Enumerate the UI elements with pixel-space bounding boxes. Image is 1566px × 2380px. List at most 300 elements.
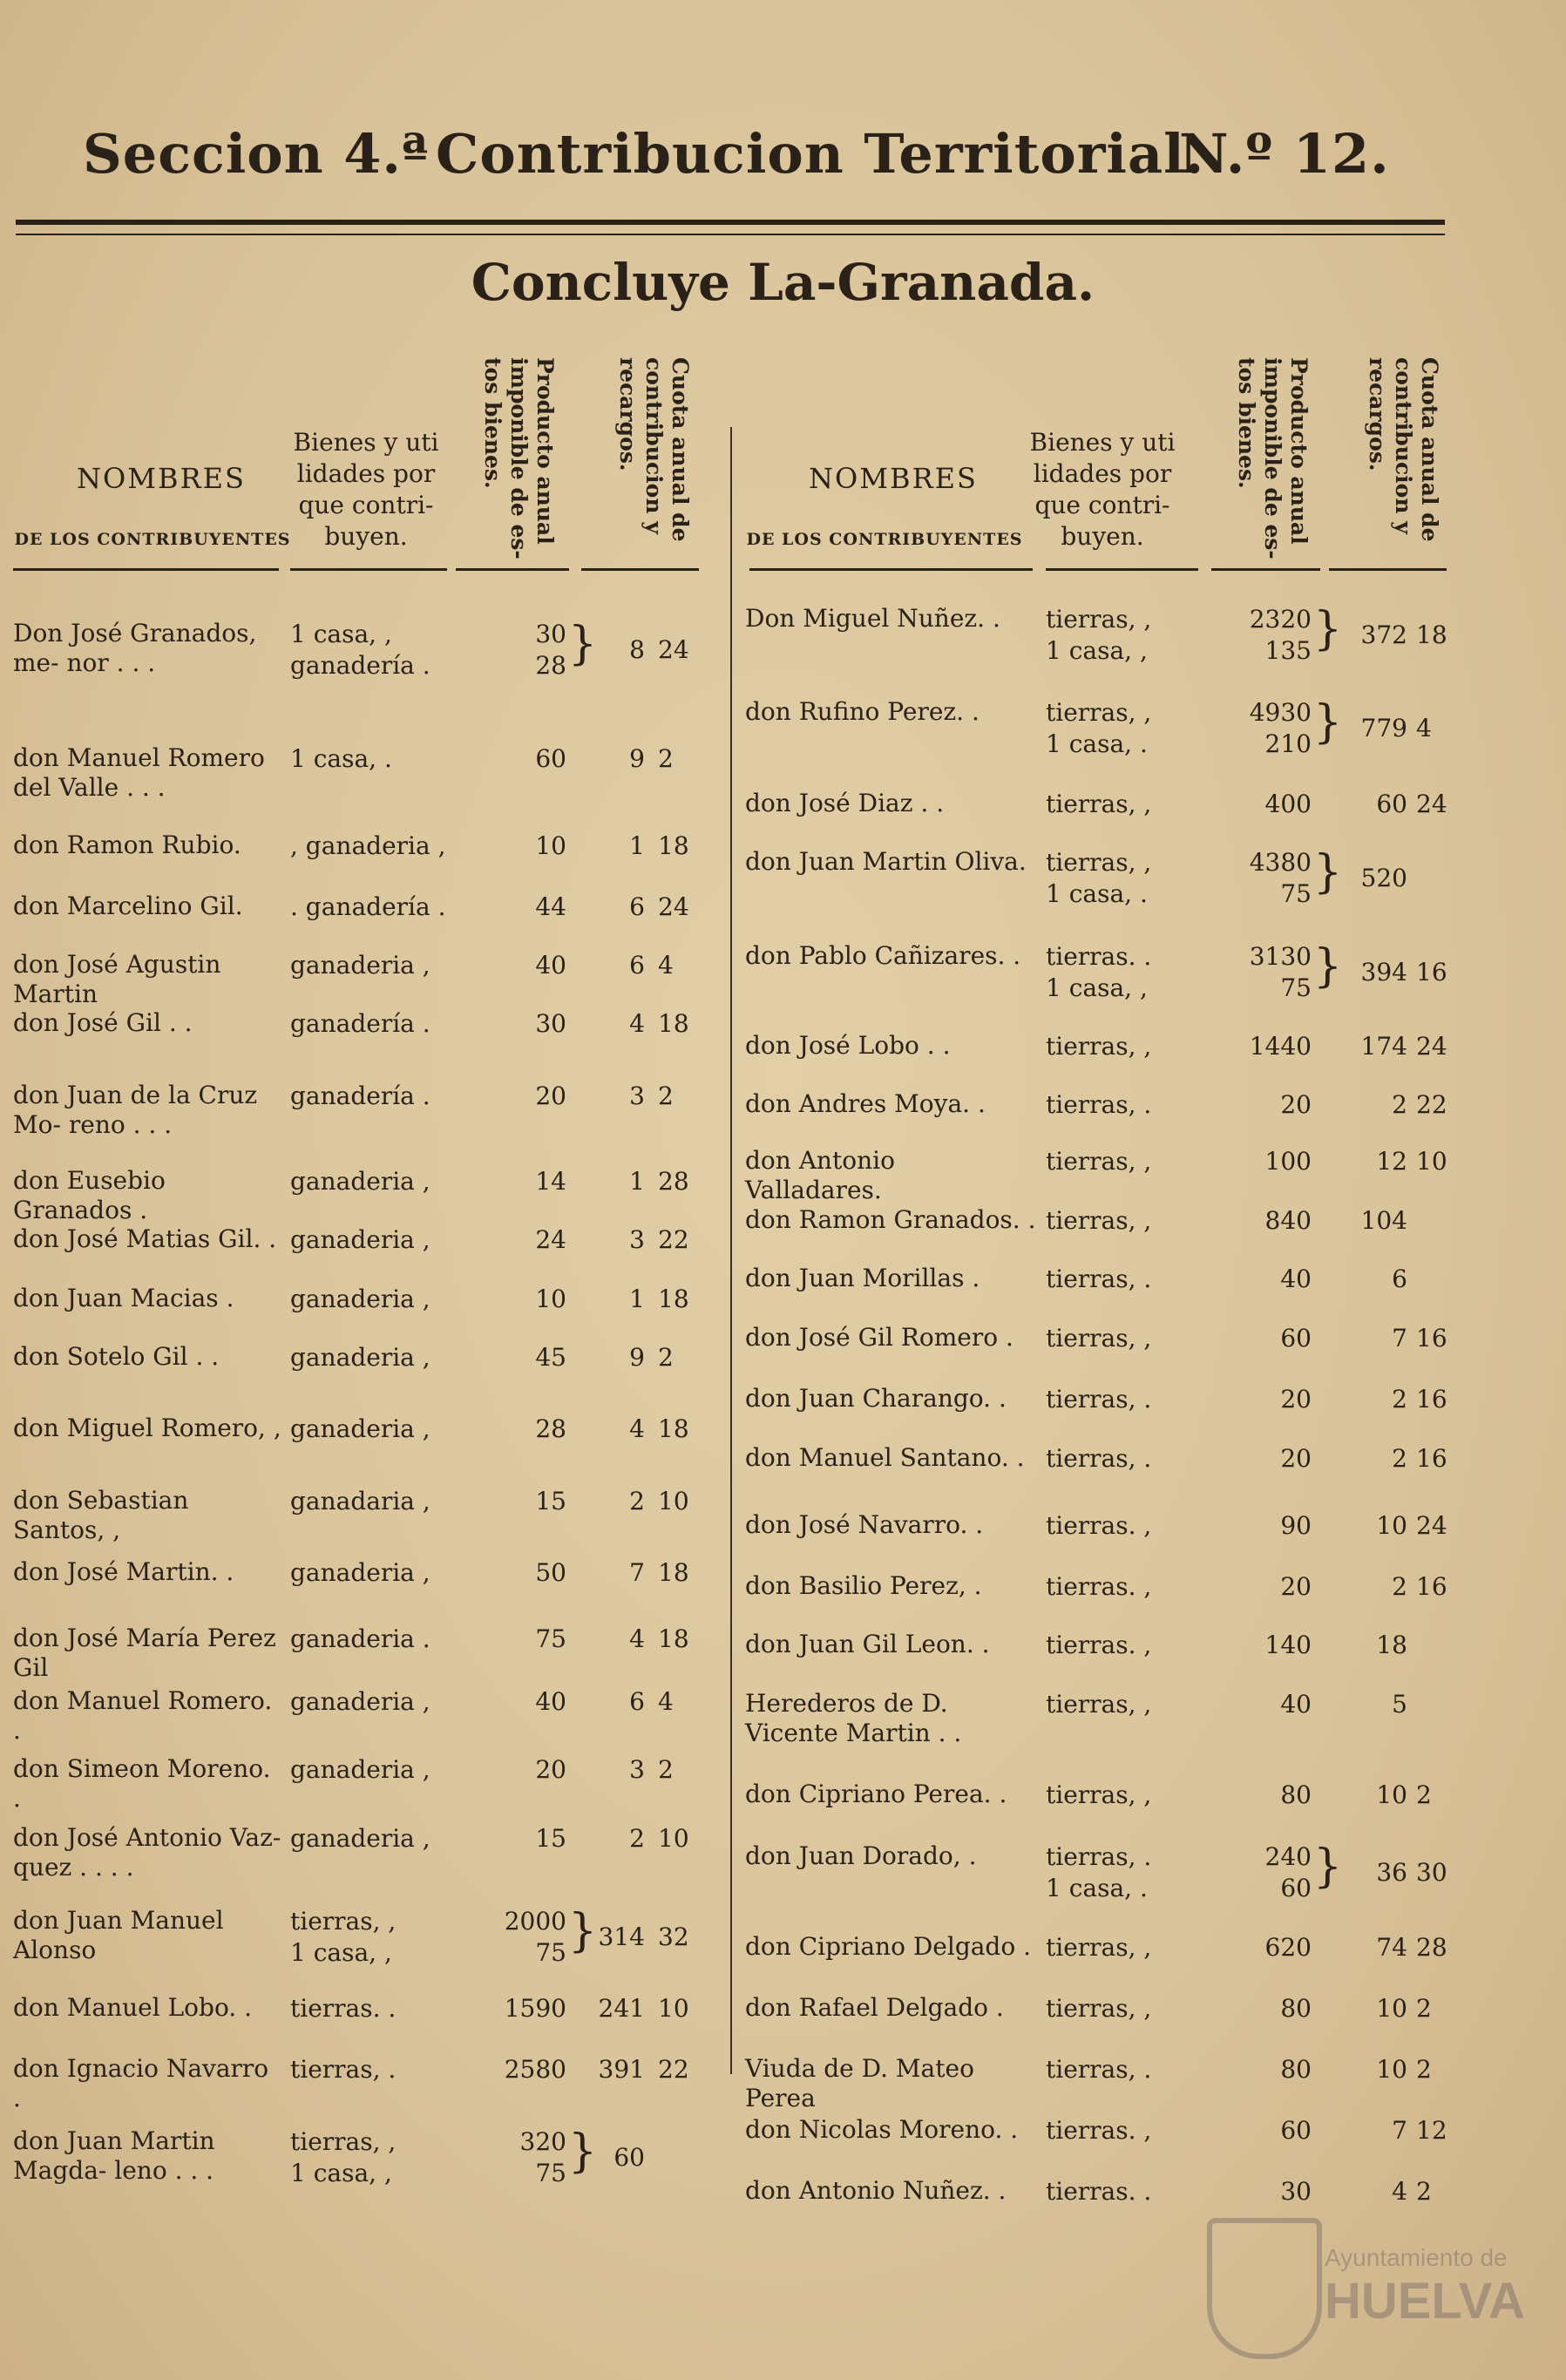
contributor-name: don Manuel Lobo. . bbox=[13, 1993, 253, 2022]
producto-value: 20 bbox=[535, 1082, 566, 1110]
bienes-value: ganaderia . bbox=[290, 1624, 430, 1653]
header-underline bbox=[456, 568, 569, 571]
contributor-name: don Rafael Delgado . bbox=[745, 1993, 1004, 2022]
contributor-name: don Manuel Romero. . bbox=[13, 1686, 273, 1745]
producto-value: 15 bbox=[535, 1824, 566, 1853]
producto-value: 40 bbox=[535, 951, 566, 980]
contributor-name: Don Miguel Nuñez. . bbox=[745, 604, 1000, 633]
cuota-maravedis: 2 bbox=[658, 1755, 674, 1784]
producto-value: 100 bbox=[1264, 1147, 1312, 1176]
cuota-reales: 18 bbox=[1376, 1631, 1407, 1659]
bienes-value: 1 casa, , bbox=[1046, 636, 1148, 665]
producto-value: 620 bbox=[1264, 1933, 1312, 1962]
cuota-maravedis: 4 bbox=[1416, 714, 1432, 742]
bienes-value: tierras. . bbox=[1046, 942, 1152, 971]
bienes-value: tierras. , bbox=[1046, 1511, 1152, 1540]
table-row bbox=[745, 1841, 1460, 1911]
names-subtitle: DE LOS CONTRIBUYENTES bbox=[14, 530, 291, 549]
cuota-maravedis: 16 bbox=[1416, 1324, 1447, 1353]
producto-value: 40 bbox=[1280, 1265, 1312, 1293]
bienes-value: tierras, , bbox=[290, 1907, 397, 1936]
contributor-name: don Juan Manuel Alonso bbox=[13, 1906, 224, 1964]
cuota-reales: 5 bbox=[1392, 1690, 1407, 1719]
table-row bbox=[745, 604, 1460, 674]
contributor-name: don Manuel Santano. . bbox=[745, 1443, 1025, 1472]
bienes-value: ganaderia , bbox=[290, 1824, 430, 1853]
cuota-reales: 7 bbox=[629, 1558, 645, 1587]
table-row bbox=[13, 1008, 710, 1078]
coat-of-arms-icon bbox=[1207, 2218, 1322, 2359]
cuota-header: Cuota anual de contribucion y recargos. bbox=[1365, 357, 1442, 542]
brace-icon: } bbox=[1313, 603, 1343, 655]
cuota-maravedis: 4 bbox=[658, 951, 674, 980]
cuota-maravedis: 10 bbox=[658, 1824, 689, 1853]
cuota-maravedis: 18 bbox=[658, 1624, 689, 1653]
cuota-reales: 4 bbox=[629, 1624, 645, 1653]
table-row bbox=[13, 743, 710, 813]
watermark-line2: HUELVA bbox=[1325, 2273, 1525, 2329]
producto-value: 320 bbox=[519, 2127, 566, 2156]
bienes-header: Bienes y uti lidades por que contri- buyen. bbox=[293, 428, 439, 551]
bienes-value: tierras, . bbox=[1046, 2055, 1152, 2084]
cuota-reales: 60 bbox=[614, 2143, 645, 2172]
table-row bbox=[745, 1443, 1460, 1513]
table-row bbox=[13, 831, 710, 900]
contributor-name: don Nicolas Moreno. . bbox=[745, 2115, 1019, 2144]
cuota-maravedis: 2 bbox=[1416, 1780, 1432, 1809]
brace-icon: } bbox=[568, 1905, 598, 1957]
bienes-value: tierras. , bbox=[1046, 1572, 1152, 1601]
cuota-reales: 174 bbox=[1360, 1032, 1407, 1061]
cuota-reales: 4 bbox=[629, 1414, 645, 1443]
contributor-name: Herederos de D. Vicente Martin . . bbox=[745, 1689, 962, 1747]
contributor-name: don Juan Charango. . bbox=[745, 1384, 1007, 1413]
bienes-value: tierras, . bbox=[1046, 1385, 1152, 1414]
cuota-reales: 2 bbox=[1392, 1090, 1407, 1119]
cuota-reales: 2 bbox=[1392, 1385, 1407, 1414]
cuota-maravedis: 18 bbox=[658, 1009, 689, 1038]
table-row bbox=[13, 1342, 710, 1412]
producto-value: 135 bbox=[1264, 636, 1312, 665]
contributor-name: don Juan Martin Magda- leno . . . bbox=[13, 2126, 215, 2185]
contributor-name: don José Gil . . bbox=[13, 1008, 193, 1037]
bienes-value: ganaderia , bbox=[290, 1414, 430, 1443]
cuota-maravedis: 2 bbox=[658, 744, 674, 773]
bienes-value: , ganaderia , bbox=[290, 831, 446, 860]
producto-value: 60 bbox=[1280, 1874, 1312, 1902]
bienes-value: ganaderia , bbox=[290, 1167, 430, 1196]
cuota-maravedis: 16 bbox=[1416, 1385, 1447, 1414]
bienes-value: tierras, , bbox=[1046, 1994, 1152, 2023]
bienes-value: 1 casa, , bbox=[1046, 973, 1148, 1002]
contributor-name: Viuda de D. Mateo Perea bbox=[745, 2054, 974, 2112]
contributor-name: don Simeon Moreno. . bbox=[13, 1754, 271, 1813]
contributor-name: don Juan Macias . bbox=[13, 1284, 234, 1312]
bienes-value: ganadaria , bbox=[290, 1487, 430, 1515]
producto-value: 20 bbox=[1280, 1572, 1312, 1601]
cuota-reales: 10 bbox=[1376, 2055, 1407, 2084]
producto-value: 90 bbox=[1280, 1511, 1312, 1540]
table-row bbox=[13, 2126, 710, 2196]
producto-value: 20 bbox=[1280, 1090, 1312, 1119]
header-underline bbox=[1211, 568, 1320, 571]
contributor-name: don Juan Dorado, . bbox=[745, 1841, 977, 1870]
table-row bbox=[745, 941, 1460, 1011]
bienes-value: ganaderia , bbox=[290, 1285, 430, 1313]
names-subtitle: DE LOS CONTRIBUYENTES bbox=[746, 530, 1023, 549]
cuota-reales: 1 bbox=[629, 1285, 645, 1313]
cuota-maravedis: 18 bbox=[658, 1285, 689, 1313]
producto-value: 14 bbox=[535, 1167, 566, 1196]
bienes-value: 1 casa, , bbox=[290, 1938, 392, 1967]
right-table bbox=[745, 331, 1460, 2206]
brace-icon: } bbox=[1313, 1841, 1343, 1893]
cuota-maravedis: 10 bbox=[658, 1487, 689, 1515]
table-row bbox=[13, 1624, 710, 1693]
table-row bbox=[745, 1689, 1460, 1759]
table-row bbox=[13, 1414, 710, 1483]
contributor-name: don Juan de la Cruz Mo- reno . . . bbox=[13, 1081, 258, 1139]
producto-value: 30 bbox=[1280, 2177, 1312, 2206]
producto-value: 75 bbox=[535, 1624, 566, 1653]
bienes-value: ganaderia , bbox=[290, 951, 430, 980]
cuota-maravedis: 12 bbox=[1416, 2116, 1447, 2145]
contributor-name: don José Diaz . . bbox=[745, 789, 945, 817]
producto-value: 140 bbox=[1264, 1631, 1312, 1659]
bienes-value: tierras. . bbox=[290, 1994, 397, 2023]
bienes-value: tierras, . bbox=[1046, 1090, 1152, 1119]
bienes-value: ganaderia , bbox=[290, 1225, 430, 1254]
names-title: NOMBRES bbox=[77, 462, 246, 495]
cuota-reales: 4 bbox=[1392, 2177, 1407, 2206]
header-underline bbox=[1329, 568, 1447, 571]
cuota-reales: 3 bbox=[629, 1082, 645, 1110]
producto-value: 75 bbox=[535, 2159, 566, 2187]
bienes-value: ganaderia , bbox=[290, 1558, 430, 1587]
producto-value: 1440 bbox=[1249, 1032, 1312, 1061]
bienes-value: 1 casa, . bbox=[1046, 729, 1148, 758]
table-row bbox=[745, 2054, 1460, 2124]
bienes-value: tierras. . bbox=[1046, 2177, 1152, 2206]
bienes-value: tierras, , bbox=[1046, 1780, 1152, 1809]
producto-value: 20 bbox=[1280, 1385, 1312, 1414]
bienes-value: tierras, , bbox=[1046, 848, 1152, 877]
producto-value: 400 bbox=[1264, 790, 1312, 818]
producto-value: 240 bbox=[1264, 1842, 1312, 1871]
contributor-name: don Pablo Cañizares. . bbox=[745, 941, 1021, 970]
contributor-name: don Antonio Nuñez. . bbox=[745, 2176, 1007, 2205]
contributor-name: don Sebastian Santos, , bbox=[13, 1486, 189, 1544]
cuota-reales: 2 bbox=[1392, 1572, 1407, 1601]
table-row bbox=[745, 847, 1460, 917]
contributor-name: don Juan Morillas . bbox=[745, 1264, 980, 1292]
cuota-maravedis: 18 bbox=[658, 1414, 689, 1443]
table-row bbox=[745, 1993, 1460, 2063]
bienes-value: tierras, , bbox=[1046, 605, 1152, 634]
cuota-reales: 1 bbox=[629, 831, 645, 860]
cuota-header: Cuota anual de contribucion y recargos. bbox=[615, 357, 693, 542]
contributor-name: don Juan Gil Leon. . bbox=[745, 1630, 990, 1658]
bienes-value: 1 casa, . bbox=[1046, 1874, 1148, 1902]
cuota-maravedis: 24 bbox=[1416, 790, 1447, 818]
bienes-value: ganadería . bbox=[290, 651, 430, 680]
contributor-name: don José Agustin Martin bbox=[13, 950, 221, 1008]
producto-value: 840 bbox=[1264, 1206, 1312, 1235]
header-rule bbox=[16, 220, 1445, 225]
cuota-reales: 3 bbox=[629, 1225, 645, 1254]
cuota-maravedis: 2 bbox=[1416, 2177, 1432, 2206]
table-row bbox=[745, 1323, 1460, 1393]
table-row bbox=[13, 1557, 710, 1627]
producto-header: Producto anual imponible de es- tos bienes. bbox=[480, 357, 558, 559]
contributor-name: don Cipriano Perea. . bbox=[745, 1780, 1007, 1808]
table-row bbox=[13, 1906, 710, 1976]
cuota-reales: 36 bbox=[1376, 1858, 1407, 1887]
contributor-name: don Ramon Rubio. bbox=[13, 831, 241, 859]
producto-value: 75 bbox=[1280, 879, 1312, 908]
cuota-reales: 74 bbox=[1376, 1933, 1407, 1962]
cuota-maravedis: 10 bbox=[1416, 1147, 1447, 1176]
contributor-name: don José Matias Gil. . bbox=[13, 1224, 277, 1253]
producto-value: 60 bbox=[535, 744, 566, 773]
producto-value: 45 bbox=[535, 1343, 566, 1372]
header-underline bbox=[581, 568, 699, 571]
header-underline bbox=[749, 568, 1033, 571]
producto-value: 210 bbox=[1264, 729, 1312, 758]
cuota-reales: 6 bbox=[1392, 1265, 1407, 1293]
table-row bbox=[745, 1510, 1460, 1580]
cuota-maravedis: 32 bbox=[658, 1922, 689, 1951]
contributor-name: don Cipriano Delgado . bbox=[745, 1932, 1032, 1961]
cuota-reales: 3 bbox=[629, 1755, 645, 1784]
bienes-value: 1 casa, , bbox=[290, 620, 392, 648]
cuota-reales: 779 bbox=[1360, 714, 1407, 742]
contributor-name: Don José Granados, me- nor . . . bbox=[13, 619, 257, 677]
producto-value: 1590 bbox=[504, 1994, 566, 2023]
cuota-maravedis: 24 bbox=[658, 892, 689, 921]
cuota-maravedis: 2 bbox=[658, 1343, 674, 1372]
cuota-maravedis: 16 bbox=[1416, 958, 1447, 987]
contributor-name: don Ramon Granados. . bbox=[745, 1205, 1036, 1234]
table-row bbox=[13, 1686, 710, 1756]
producto-value: 4930 bbox=[1249, 698, 1312, 727]
contributor-name: don Eusebio Granados . bbox=[13, 1166, 166, 1224]
cuota-maravedis: 24 bbox=[1416, 1511, 1447, 1540]
cuota-reales: 2 bbox=[1392, 1444, 1407, 1473]
header-underline bbox=[13, 568, 279, 571]
section-label: Seccion 4.ª bbox=[83, 122, 430, 186]
cuota-reales: 6 bbox=[629, 951, 645, 980]
cuota-maravedis: 2 bbox=[1416, 2055, 1432, 2084]
cuota-maravedis: 22 bbox=[1416, 1090, 1447, 1119]
page-number: N.º 12. bbox=[1179, 122, 1390, 186]
table-row bbox=[745, 2115, 1460, 2185]
contributor-name: don Basilio Perez, . bbox=[745, 1571, 982, 1600]
producto-value: 20 bbox=[1280, 1444, 1312, 1473]
brace-icon: } bbox=[1313, 696, 1343, 749]
cuota-reales: 7 bbox=[1392, 1324, 1407, 1353]
cuota-maravedis: 4 bbox=[658, 1687, 674, 1716]
producto-value: 80 bbox=[1280, 1994, 1312, 2023]
header-title: Contribucion Territorial. bbox=[436, 122, 1205, 186]
table-row bbox=[745, 1932, 1460, 2002]
bienes-value: tierras, , bbox=[1046, 1032, 1152, 1061]
producto-value: 75 bbox=[1280, 973, 1312, 1002]
producto-value: 80 bbox=[1280, 2055, 1312, 2084]
bienes-value: . ganadería . bbox=[290, 892, 446, 921]
brace-icon: } bbox=[1313, 940, 1343, 993]
cuota-maravedis: 18 bbox=[1416, 620, 1447, 649]
header-underline bbox=[290, 568, 447, 571]
cuota-reales: 9 bbox=[629, 1343, 645, 1372]
bienes-value: ganadería . bbox=[290, 1009, 430, 1038]
producto-value: 3130 bbox=[1249, 942, 1312, 971]
left-table bbox=[13, 331, 710, 2187]
table-row bbox=[13, 619, 710, 688]
cuota-reales: 9 bbox=[629, 744, 645, 773]
cuota-reales: 7 bbox=[1392, 2116, 1407, 2145]
producto-value: 28 bbox=[535, 651, 566, 680]
cuota-maravedis: 16 bbox=[1416, 1444, 1447, 1473]
contributor-name: don Manuel Romero del Valle . . . bbox=[13, 743, 265, 802]
bienes-value: ganaderia , bbox=[290, 1687, 430, 1716]
producto-value: 50 bbox=[535, 1558, 566, 1587]
bienes-value: tierras, , bbox=[1046, 1933, 1152, 1962]
bienes-value: tierras, , bbox=[1046, 790, 1152, 818]
contributor-name: don José Gil Romero . bbox=[745, 1323, 1013, 1352]
cuota-reales: 1 bbox=[629, 1167, 645, 1196]
cuota-reales: 10 bbox=[1376, 1511, 1407, 1540]
cuota-reales: 314 bbox=[598, 1922, 645, 1951]
bienes-value: tierras, , bbox=[290, 2127, 397, 2156]
table-row bbox=[13, 1754, 710, 1824]
cuota-maravedis: 22 bbox=[658, 1225, 689, 1254]
cuota-reales: 10 bbox=[1376, 1780, 1407, 1809]
page-header bbox=[83, 122, 1442, 200]
cuota-reales: 241 bbox=[598, 1994, 645, 2023]
cuota-maravedis: 10 bbox=[658, 1994, 689, 2023]
brace-icon: } bbox=[568, 618, 598, 670]
header-rule-thin bbox=[16, 234, 1445, 235]
names-title: NOMBRES bbox=[809, 462, 978, 495]
producto-value: 20 bbox=[535, 1755, 566, 1784]
cuota-maravedis: 28 bbox=[658, 1167, 689, 1196]
contributor-name: don Antonio Valladares. bbox=[745, 1146, 895, 1204]
bienes-value: tierras, , bbox=[1046, 1206, 1152, 1235]
table-row bbox=[13, 1823, 710, 1893]
producto-value: 2000 bbox=[504, 1907, 566, 1936]
left-table-header bbox=[13, 331, 710, 580]
cuota-maravedis: 24 bbox=[1416, 1032, 1447, 1061]
bienes-value: 1 casa, . bbox=[290, 744, 392, 773]
table-row bbox=[13, 1993, 710, 2063]
bienes-value: tierras, , bbox=[1046, 1147, 1152, 1176]
producto-value: 44 bbox=[535, 892, 566, 921]
bienes-value: tierras, , bbox=[1046, 1324, 1152, 1353]
table-row bbox=[13, 1081, 710, 1150]
cuota-reales: 2 bbox=[629, 1487, 645, 1515]
table-row bbox=[13, 2054, 710, 2124]
bienes-value: tierras. , bbox=[1046, 1631, 1152, 1659]
contributor-name: don José María Perez Gil bbox=[13, 1624, 276, 1682]
contributor-name: don José Navarro. . bbox=[745, 1510, 984, 1539]
producto-value: 10 bbox=[535, 1285, 566, 1313]
cuota-reales: 4 bbox=[629, 1009, 645, 1038]
cuota-reales: 104 bbox=[1360, 1206, 1407, 1235]
contributor-name: don José Lobo . . bbox=[745, 1031, 951, 1060]
bienes-value: tierras, . bbox=[1046, 1444, 1152, 1473]
producto-value: 30 bbox=[535, 620, 566, 648]
contributor-name: don Marcelino Gil. bbox=[13, 892, 243, 920]
producto-value: 30 bbox=[535, 1009, 566, 1038]
producto-value: 75 bbox=[535, 1938, 566, 1967]
cuota-maravedis: 18 bbox=[658, 1558, 689, 1587]
cuota-reales: 8 bbox=[629, 635, 645, 664]
contributor-name: don José Martin. . bbox=[13, 1557, 234, 1586]
cuota-reales: 520 bbox=[1360, 864, 1407, 892]
bienes-value: tierras, . bbox=[1046, 1265, 1152, 1293]
contributor-name: don Ignacio Navarro . bbox=[13, 2054, 269, 2112]
contributor-name: don Rufino Perez. . bbox=[745, 697, 980, 726]
cuota-reales: 372 bbox=[1360, 620, 1407, 649]
cuota-reales: 391 bbox=[598, 2055, 645, 2084]
producto-value: 2580 bbox=[504, 2055, 566, 2084]
producto-value: 40 bbox=[1280, 1690, 1312, 1719]
producto-value: 10 bbox=[535, 831, 566, 860]
cuota-maravedis: 28 bbox=[1416, 1933, 1447, 1962]
header-underline bbox=[1046, 568, 1198, 571]
bienes-header: Bienes y uti lidades por que contri- buyen. bbox=[1029, 428, 1176, 551]
table-row bbox=[745, 697, 1460, 767]
contributor-name: don José Antonio Vaz- quez . . . . bbox=[13, 1823, 281, 1882]
bienes-value: ganadería . bbox=[290, 1082, 430, 1110]
cuota-maravedis: 18 bbox=[658, 831, 689, 860]
bienes-value: tierras. , bbox=[1046, 2116, 1152, 2145]
table-row bbox=[13, 1486, 710, 1556]
contributor-name: don Juan Martin Oliva. bbox=[745, 847, 1027, 876]
producto-value: 15 bbox=[535, 1487, 566, 1515]
cuota-reales: 394 bbox=[1360, 958, 1407, 987]
cuota-reales: 60 bbox=[1376, 790, 1407, 818]
bienes-value: ganaderia , bbox=[290, 1755, 430, 1784]
producto-value: 80 bbox=[1280, 1780, 1312, 1809]
bienes-value: tierras, . bbox=[1046, 1842, 1152, 1871]
table-row bbox=[745, 1780, 1460, 1849]
cuota-maravedis: 24 bbox=[658, 635, 689, 664]
cuota-reales: 10 bbox=[1376, 1994, 1407, 2023]
producto-value: 28 bbox=[535, 1414, 566, 1443]
brace-icon: } bbox=[568, 2126, 598, 2178]
brace-icon: } bbox=[1313, 846, 1343, 898]
bienes-value: tierras, , bbox=[1046, 1690, 1152, 1719]
cuota-maravedis: 16 bbox=[1416, 1572, 1447, 1601]
cuota-reales: 6 bbox=[629, 1687, 645, 1716]
producto-value: 2320 bbox=[1249, 605, 1312, 634]
producto-value: 40 bbox=[535, 1687, 566, 1716]
cuota-reales: 6 bbox=[629, 892, 645, 921]
cuota-maravedis: 22 bbox=[658, 2055, 689, 2084]
producto-value: 4380 bbox=[1249, 848, 1312, 877]
bienes-value: 1 casa, , bbox=[290, 2159, 392, 2187]
archive-watermark bbox=[1207, 2218, 1525, 2366]
contributor-name: don Sotelo Gil . . bbox=[13, 1342, 220, 1371]
contributor-name: don Andres Moya. . bbox=[745, 1089, 986, 1118]
cuota-reales: 2 bbox=[629, 1824, 645, 1853]
producto-value: 60 bbox=[1280, 1324, 1312, 1353]
cuota-reales: 12 bbox=[1376, 1147, 1407, 1176]
producto-value: 60 bbox=[1280, 2116, 1312, 2145]
watermark-line1: Ayuntamiento de bbox=[1325, 2244, 1508, 2271]
